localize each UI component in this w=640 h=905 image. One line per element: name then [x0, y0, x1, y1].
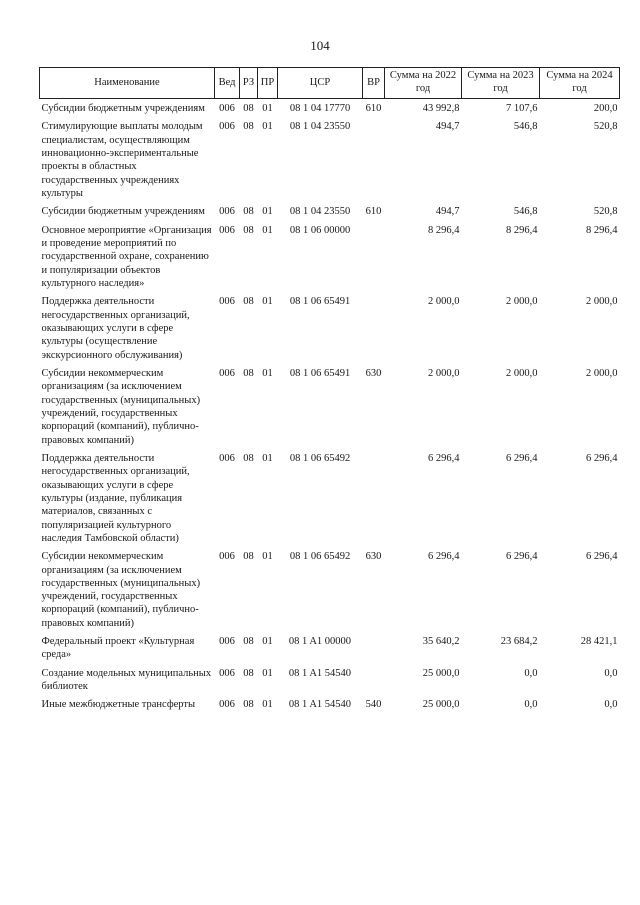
row-name: Создание модельных муниципальных библиотек — [41, 667, 212, 693]
row-pr: 01 — [262, 367, 273, 379]
table-row — [40, 547, 620, 632]
row-sum-2022: 35 640,2 — [422, 636, 460, 648]
row-sum-2024: 0,0 — [604, 699, 618, 711]
row-rz: 08 — [243, 667, 254, 679]
row-sum-2024: 2 000,0 — [586, 367, 618, 379]
table-row — [40, 364, 620, 449]
row-sum-2022: 25 000,0 — [422, 667, 460, 679]
row-name: Иные межбюджетные трансферты — [41, 699, 196, 711]
row-name: Основное мероприятие «Организация и проведение мероприятий по государственной охране, сохранению и популяризации объектов культурного наследия» — [41, 224, 212, 289]
table-row — [40, 117, 620, 202]
row-rz: 08 — [243, 551, 254, 563]
row-csr: 08 1 06 65491 — [289, 367, 351, 379]
table-row — [40, 632, 620, 664]
row-pr: 01 — [262, 699, 273, 711]
row-rz: 08 — [243, 103, 254, 114]
row-pr: 01 — [262, 206, 273, 218]
row-vr — [363, 449, 385, 547]
row-name: Субсидии бюджетным учреждениям — [41, 206, 205, 218]
row-sum-2024: 6 296,4 — [586, 452, 618, 464]
row-sum-2022: 6 296,4 — [428, 551, 460, 563]
row-sum-2024: 8 296,4 — [586, 224, 618, 236]
row-sum-2022: 6 296,4 — [428, 452, 460, 464]
row-csr: 08 1 A1 54540 — [288, 667, 352, 679]
row-sum-2024: 0,0 — [604, 667, 618, 679]
row-sum-2023: 8 296,4 — [506, 224, 538, 236]
row-name: Стимулирующие выплаты молодым специалистам, осуществляющим инновационно-экспериментальные проекты в областных государственных учреждениях культуры — [41, 121, 203, 199]
row-sum-2022: 2 000,0 — [428, 367, 460, 379]
header-vr: ВР — [363, 68, 385, 99]
row-sum-2022: 43 992,8 — [422, 103, 460, 114]
row-csr: 08 1 A1 54540 — [288, 699, 352, 711]
row-sum-2023: 7 107,6 — [506, 103, 538, 114]
row-ved: 006 — [219, 121, 235, 133]
row-sum-2022: 494,7 — [435, 206, 460, 218]
header-rz: РЗ — [240, 68, 258, 99]
row-rz: 08 — [243, 699, 254, 711]
row-pr: 01 — [262, 551, 273, 563]
row-ved: 006 — [219, 296, 235, 308]
row-csr: 08 1 06 65492 — [289, 452, 351, 464]
budget-table — [39, 67, 620, 714]
table-header — [40, 68, 620, 99]
table-row — [40, 202, 620, 220]
table-row — [40, 664, 620, 696]
row-sum-2022: 2 000,0 — [428, 296, 460, 308]
row-sum-2023: 0,0 — [524, 667, 538, 679]
row-name: Субсидии бюджетным учреждениям — [41, 103, 205, 114]
row-sum-2023: 6 296,4 — [506, 452, 538, 464]
row-pr: 01 — [262, 452, 273, 464]
row-pr: 01 — [262, 636, 273, 648]
row-vr: 630 — [365, 551, 382, 563]
row-rz: 08 — [243, 636, 254, 648]
row-ved: 006 — [219, 367, 235, 379]
row-rz: 08 — [243, 206, 254, 218]
row-sum-2023: 546,8 — [513, 206, 538, 218]
row-csr: 08 1 04 23550 — [289, 206, 351, 218]
row-rz: 08 — [243, 121, 254, 133]
row-ved: 006 — [219, 636, 235, 648]
header-pr: ПР — [258, 68, 278, 99]
row-sum-2023: 2 000,0 — [506, 296, 538, 308]
row-vr: 540 — [365, 699, 382, 711]
row-vr — [363, 632, 385, 664]
header-ved: Вед — [215, 68, 240, 99]
row-ved: 006 — [219, 103, 235, 114]
row-sum-2024: 2 000,0 — [586, 296, 618, 308]
header-sum-2022: Сумма на 2022 год — [385, 68, 462, 99]
row-csr: 08 1 06 00000 — [289, 224, 351, 236]
table-row — [40, 99, 620, 118]
row-sum-2024: 6 296,4 — [586, 551, 618, 563]
header-sum-2024: Сумма на 2024 год — [540, 68, 620, 99]
row-csr: 08 1 A1 00000 — [288, 636, 352, 648]
row-ved: 006 — [219, 551, 235, 563]
row-csr: 08 1 04 17770 — [289, 103, 351, 114]
row-name: Субсидии некоммерческим организациям (за исключением государственных (муниципальных) учреждений, государственных корпораций (компаний), публично-правовых компаний) — [41, 367, 201, 446]
row-vr — [363, 221, 385, 293]
row-sum-2024: 200,0 — [593, 103, 618, 114]
row-rz: 08 — [243, 224, 254, 236]
row-pr: 01 — [262, 224, 273, 236]
row-sum-2023: 0,0 — [524, 699, 538, 711]
row-name: Субсидии некоммерческим организациям (за исключением государственных (муниципальных) учреждений, государственных корпораций (компаний), публично-правовых компаний) — [41, 551, 201, 629]
row-rz: 08 — [243, 452, 254, 464]
table-row — [40, 695, 620, 713]
row-name: Федеральный проект «Культурная среда» — [41, 636, 195, 661]
header-name: Наименование — [40, 68, 215, 99]
row-pr: 01 — [262, 296, 273, 308]
row-ved: 006 — [219, 452, 235, 464]
row-sum-2023: 2 000,0 — [506, 367, 538, 379]
row-name: Поддержка деятельности негосударственных организаций, оказывающих услуги в сфере культуры (издание, публикация материалов, связанных с популяризацией культурного наследия Тамбовской области) — [41, 452, 190, 544]
table-row — [40, 292, 620, 364]
row-csr: 08 1 06 65492 — [289, 551, 351, 563]
row-sum-2024: 28 421,1 — [580, 636, 618, 648]
row-csr: 08 1 06 65491 — [289, 296, 351, 308]
row-sum-2023: 23 684,2 — [500, 636, 538, 648]
row-ved: 006 — [219, 224, 235, 236]
row-pr: 01 — [262, 667, 273, 679]
row-name: Поддержка деятельности негосударственных организаций, оказывающих услуги в сфере культуры (осуществление экскурсионного обслуживания) — [41, 296, 190, 361]
row-vr — [363, 292, 385, 364]
row-sum-2022: 8 296,4 — [428, 224, 460, 236]
row-vr — [363, 664, 385, 696]
row-vr: 630 — [365, 367, 382, 379]
row-sum-2024: 520,8 — [593, 206, 618, 218]
row-rz: 08 — [243, 367, 254, 379]
table-row — [40, 449, 620, 547]
page-number: 104 — [310, 38, 330, 53]
header-csr: ЦСР — [278, 68, 363, 99]
row-pr: 01 — [262, 103, 273, 114]
row-rz: 08 — [243, 296, 254, 308]
row-ved: 006 — [219, 667, 235, 679]
row-sum-2022: 25 000,0 — [422, 699, 460, 711]
row-vr: 610 — [365, 206, 382, 218]
row-csr: 08 1 04 23550 — [289, 121, 351, 133]
row-sum-2023: 6 296,4 — [506, 551, 538, 563]
row-sum-2023: 546,8 — [513, 121, 538, 133]
row-ved: 006 — [219, 206, 235, 218]
table-row — [40, 221, 620, 293]
row-sum-2024: 520,8 — [593, 121, 618, 133]
row-ved: 006 — [219, 699, 235, 711]
row-pr: 01 — [262, 121, 273, 133]
row-vr — [363, 117, 385, 202]
row-sum-2022: 494,7 — [435, 121, 460, 133]
table-body — [40, 99, 620, 714]
header-sum-2023: Сумма на 2023 год — [462, 68, 540, 99]
row-vr: 610 — [365, 103, 382, 114]
